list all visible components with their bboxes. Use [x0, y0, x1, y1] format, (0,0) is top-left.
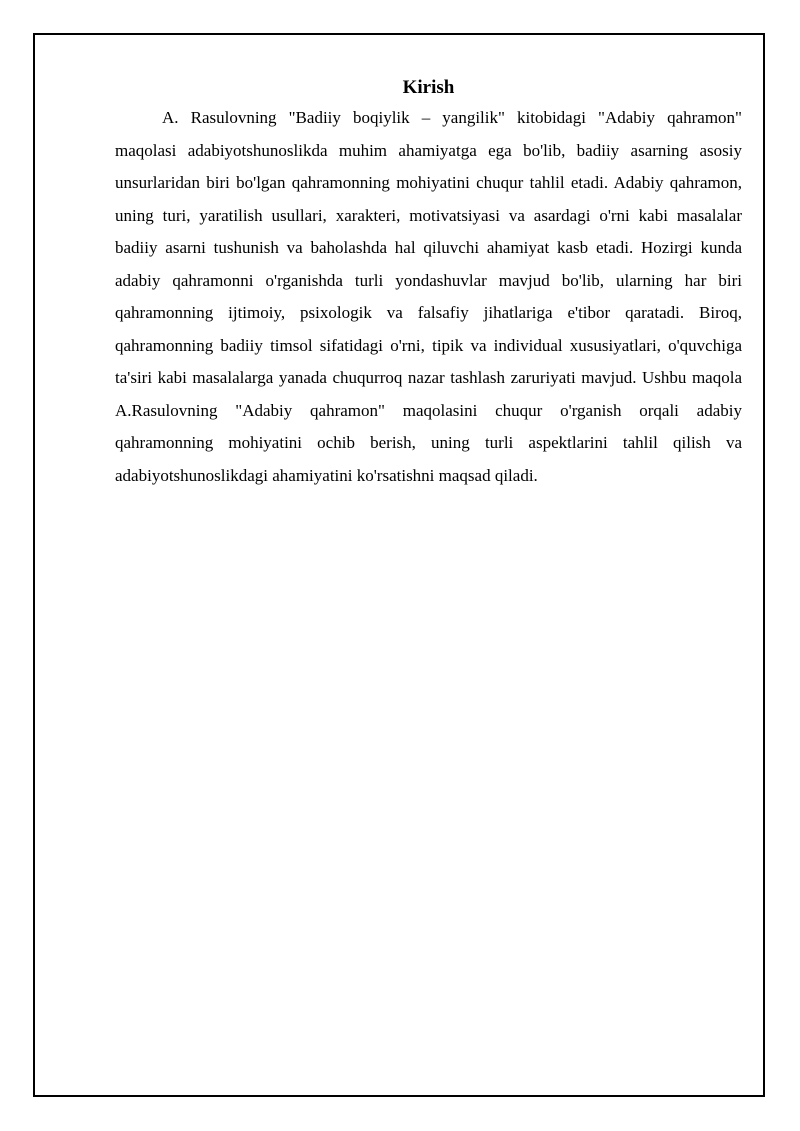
section-title: Kirish	[402, 77, 455, 98]
document-body	[115, 74, 742, 492]
intro-paragraph: A. Rasulovning "Badiiy boqiylik – yangilik" kitobidagi "Adabiy qahramon" maqolasi adabiyotshunoslikda muhim ahamiyatga ega bo'lib, badiiy asarning asosiy unsurlaridan biri bo'lgan qahramonning mohiyatini chuqur tahlil etadi. Adabiy qahramon, uning turi, yaratilish usullari, xarakteri, motivatsiyasi va asardagi o'rni kabi masalalar badiiy asarni tushunish va baholashda hal qiluvchi ahamiyat kasb etadi. Hozirgi kunda adabiy qahramonni o'rganishda turli yondashuvlar mavjud bo'lib, ularning har biri qahramonning ijtimoiy, psixologik va falsafiy jihatlariga e'tibor qaratadi. Biroq, qahramonning badiiy timsol sifatidagi o'rni, tipik va individual xususiyatlari, o'quvchiga ta'siri kabi masalalarga yanada chuqurroq nazar tashlash zaruriyati mavjud. Ushbu maqola A.Rasulovning "Adabiy qahramon" maqolasini chuqur o'rganish orqali adabiy qahramonning mohiyatini ochib berish, uning turli aspektlarini tahlil qilish va adabiyotshunoslikdagi ahamiyatini ko'rsatishni maqsad qiladi.	[115, 108, 742, 485]
